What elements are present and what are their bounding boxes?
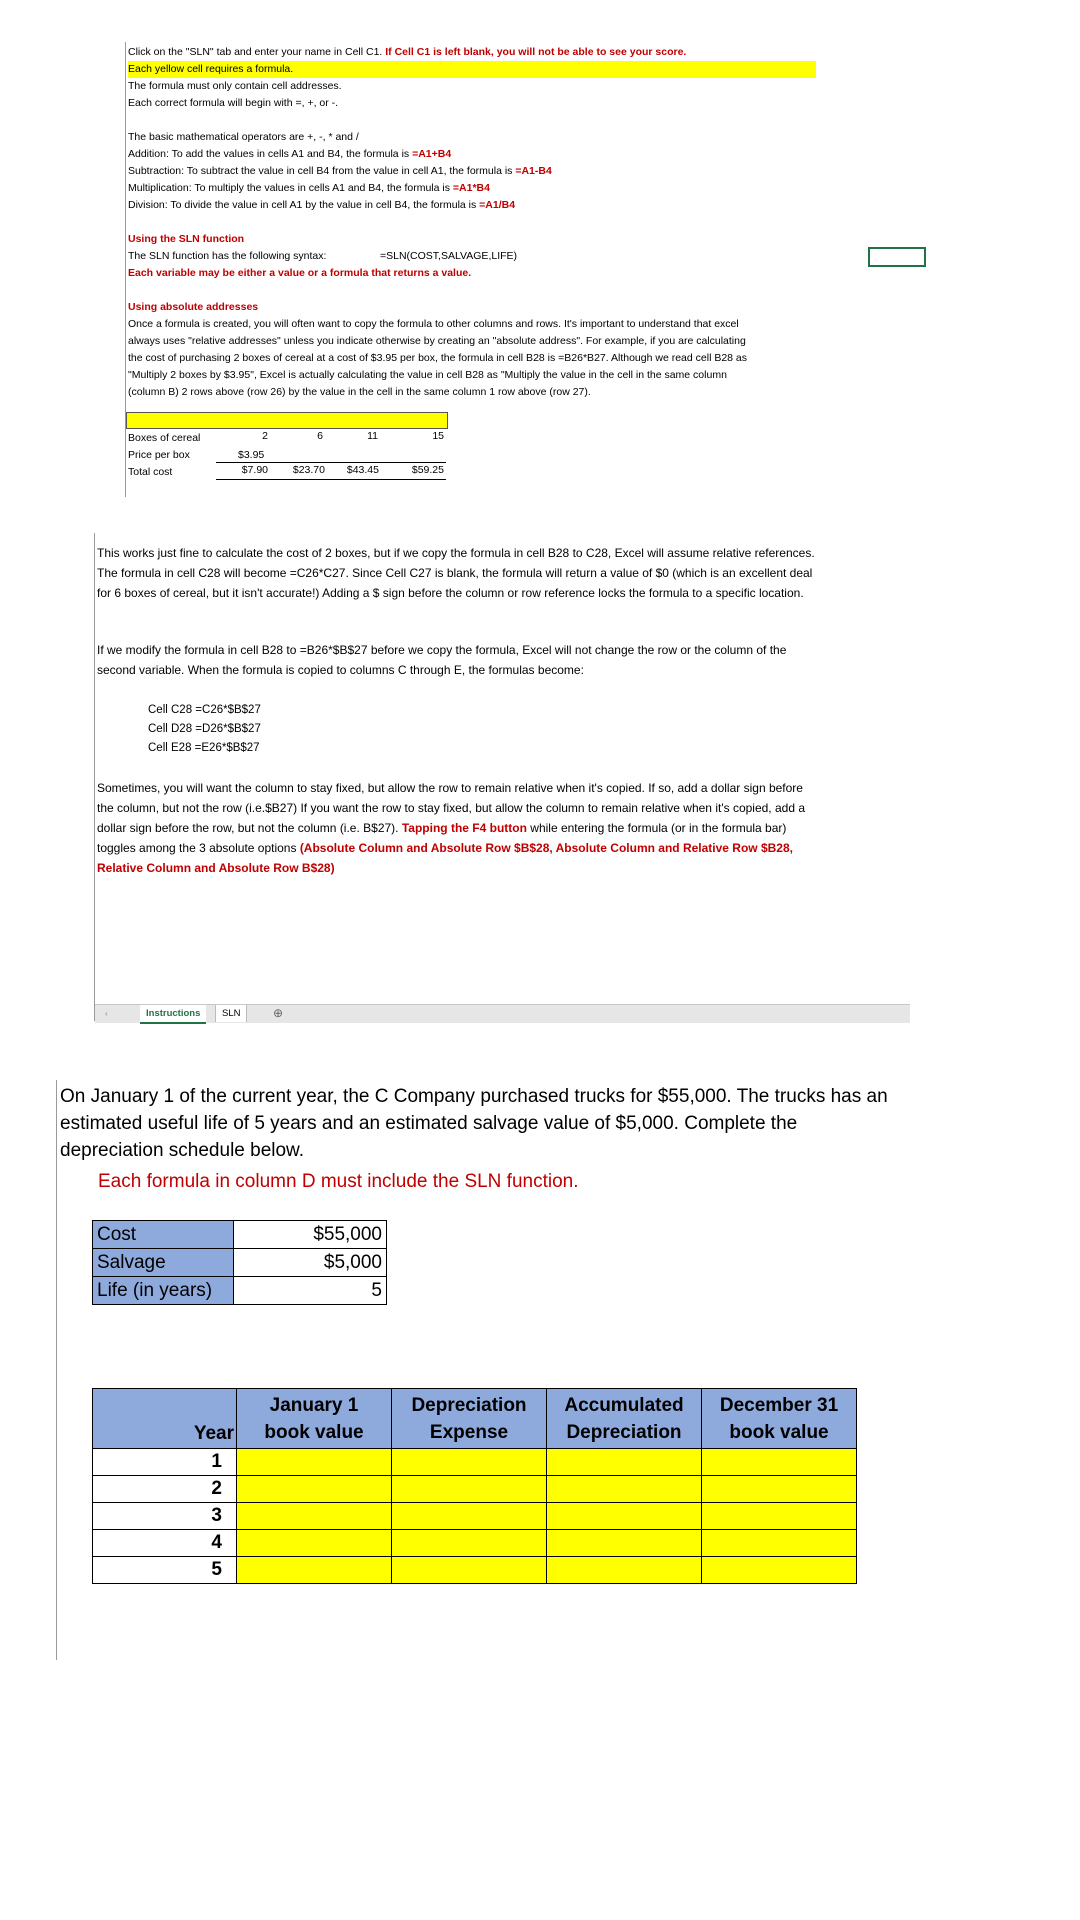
total-bottom-border — [216, 479, 446, 480]
table-row — [93, 1221, 387, 1249]
cereal-label-price: Price per box — [128, 449, 190, 461]
sheet2-left-border — [94, 533, 95, 1021]
header-jan1-book — [237, 1389, 392, 1449]
explain-line: for 6 boxes of cereal, but it isn't accurate!) Adding a $ sign before the column or row reference locks the formula to a specific location. — [97, 586, 804, 600]
explain-line: Relative Column and Absolute Row B$28) — [97, 861, 335, 875]
formula-cell[interactable] — [237, 1530, 392, 1557]
problem-line: estimated useful life of 5 years and an estimated salvage value of $5,000. Complete the — [60, 1113, 798, 1134]
formula-cell[interactable] — [547, 1449, 702, 1476]
multiplication-formula: =A1*B4 — [452, 182, 490, 194]
absolute-line-2: always uses "relative addresses" unless you indicate otherwise by creating an "absolute address". For example, if you are calculating — [128, 335, 746, 347]
boxes-e: 15 — [432, 430, 444, 442]
formula-c28: Cell C28 =C26*$B$27 — [148, 704, 261, 716]
formula-cell[interactable] — [392, 1530, 547, 1557]
formula-cell[interactable] — [547, 1530, 702, 1557]
formula-cell[interactable] — [547, 1476, 702, 1503]
instruction-line-3: The formula must only contain cell addresses. — [128, 80, 342, 92]
problem-left-border — [56, 1080, 57, 1660]
input-value-cost: $55,000 — [234, 1221, 387, 1249]
subtraction-line — [128, 163, 552, 180]
problem-text — [60, 1083, 1070, 1164]
formula-cell[interactable] — [702, 1449, 857, 1476]
explain-line: the column, but not the row (i.e.$B27) If you want the row to stay fixed, but allow the column to remain relative when it's copied, add a — [97, 801, 805, 815]
operators-line: The basic mathematical operators are +, -, * and / — [128, 131, 359, 143]
header-line: Expense — [429, 1421, 509, 1443]
explain-paragraph-1 — [97, 543, 897, 603]
year-cell: 4 — [93, 1530, 237, 1557]
price-b: $3.95 — [238, 449, 265, 461]
table-row — [93, 1503, 857, 1530]
inputs-table — [92, 1220, 387, 1305]
input-value-salvage: $5,000 — [234, 1249, 387, 1277]
cereal-label-boxes: Boxes of cereal — [128, 432, 201, 444]
header-year — [93, 1389, 237, 1449]
year-cell: 5 — [93, 1557, 237, 1584]
formula-cell[interactable] — [392, 1449, 547, 1476]
formula-cell[interactable] — [547, 1503, 702, 1530]
problem-note: Each formula in column D must include the SLN function. — [98, 1171, 579, 1192]
formula-list — [148, 701, 261, 758]
add-sheet-icon[interactable]: ⊕ — [273, 1006, 284, 1020]
formula-e28: Cell E28 =E26*$B$27 — [148, 742, 260, 754]
formula-cell[interactable] — [547, 1557, 702, 1584]
instruction-line-4: Each correct formula will begin with =, +, or -. — [128, 97, 339, 109]
division-formula: =A1/B4 — [479, 199, 516, 211]
year-cell: 2 — [93, 1476, 237, 1503]
formula-cell[interactable] — [392, 1476, 547, 1503]
multiplication-line — [128, 180, 490, 197]
selected-cell[interactable] — [868, 247, 926, 267]
absolute-line-4: "Multiply 2 boxes by $3.95", Excel is actually calculating the value in cell B28 as "Multiply the value in the cell in the same column — [128, 369, 727, 381]
header-row — [93, 1389, 857, 1449]
tab-sln[interactable]: SLN — [215, 1005, 247, 1022]
formula-cell[interactable] — [237, 1503, 392, 1530]
formula-cell[interactable] — [392, 1557, 547, 1584]
division-line — [128, 197, 515, 214]
header-line: January 1 — [269, 1394, 359, 1416]
input-value-life: 5 — [234, 1277, 387, 1305]
formula-cell[interactable] — [702, 1476, 857, 1503]
sln-note: Each variable may be either a value or a formula that returns a value. — [128, 267, 472, 279]
tab-instructions[interactable]: Instructions — [140, 1005, 206, 1024]
explain-paragraph-2 — [97, 640, 897, 680]
explain-line: If we modify the formula in cell B28 to =B26*$B$27 before we copy the formula, Excel will not change the row or the column of the — [97, 643, 787, 657]
header-year-label: Year — [193, 1423, 234, 1444]
header-accum-dep — [547, 1389, 702, 1449]
formula-cell[interactable] — [702, 1503, 857, 1530]
formula-d28: Cell D28 =D26*$B$27 — [148, 723, 261, 735]
addition-text: Addition: To add the values in cells A1 and B4, the formula is — [128, 148, 413, 160]
boxes-d: 11 — [367, 430, 378, 442]
explain-text: while entering the formula (or in the formula bar) — [526, 821, 787, 835]
explain-text: toggles among the 3 absolute options — [97, 841, 300, 855]
input-label-salvage: Salvage — [93, 1249, 234, 1277]
sln-syntax-label: The SLN function has the following syntax: — [128, 250, 327, 262]
division-text: Division: To divide the value in cell A1 by the value in cell B4, the formula is — [128, 199, 480, 211]
warning-text: If Cell C1 is left blank, you will not be able to see your score. — [385, 46, 687, 58]
header-dep-expense — [392, 1389, 547, 1449]
problem-line: depreciation schedule below. — [60, 1140, 305, 1161]
subtraction-text: Subtraction: To subtract the value in cell B4 from the value in cell A1, the formula is — [128, 165, 516, 177]
formula-cell[interactable] — [237, 1476, 392, 1503]
yellow-cell-row — [126, 412, 448, 429]
input-label-cost: Cost — [93, 1221, 234, 1249]
year-cell: 3 — [93, 1503, 237, 1530]
header-line: December 31 — [719, 1394, 839, 1416]
absolute-heading: Using absolute addresses — [128, 301, 259, 313]
header-line: book value — [264, 1421, 364, 1443]
absolute-options: (Absolute Column and Absolute Row $B$28, Absolute Column and Relative Row $B28, — [299, 841, 793, 855]
formula-cell[interactable] — [392, 1503, 547, 1530]
year-cell: 1 — [93, 1449, 237, 1476]
explain-line: This works just fine to calculate the cost of 2 boxes, but if we copy the formula in cell B28 to C28, Excel will assume relative references. — [97, 546, 815, 560]
table-row — [93, 1530, 857, 1557]
problem-line: On January 1 of the current year, the C Company purchased trucks for $55,000. The trucks has an — [60, 1086, 888, 1107]
explain-line — [97, 818, 907, 838]
formula-cell[interactable] — [237, 1449, 392, 1476]
cereal-label-total: Total cost — [128, 466, 173, 478]
table-row — [93, 1557, 857, 1584]
total-b: $7.90 — [241, 464, 268, 476]
total-e: $59.25 — [411, 464, 444, 476]
input-label-life: Life (in years) — [93, 1277, 234, 1305]
instruction-line-1 — [128, 44, 686, 61]
explain-line — [97, 838, 907, 858]
absolute-line-1: Once a formula is created, you will often want to copy the formula to other columns and rows. It's important to understand that excel — [128, 318, 739, 330]
tab-scroll-left-icon[interactable]: ‹ — [105, 1009, 108, 1018]
sln-syntax: =SLN(COST,SALVAGE,LIFE) — [380, 250, 518, 262]
formula-cell[interactable] — [237, 1557, 392, 1584]
explain-paragraph-3 — [97, 778, 907, 878]
instruction-text: Click on the "SLN" tab and enter your name in Cell C1. — [128, 46, 383, 58]
table-row — [93, 1277, 387, 1305]
sln-heading: Using the SLN function — [128, 233, 245, 245]
total-c: $23.70 — [292, 464, 325, 476]
header-line: Depreciation — [411, 1394, 527, 1416]
boxes-b: 2 — [262, 430, 268, 442]
formula-cell[interactable] — [702, 1557, 857, 1584]
explain-line: Sometimes, you will want the column to stay fixed, but allow the row to remain relative when it's copied. If so, add a dollar sign before — [97, 781, 803, 795]
multiplication-text: Multiplication: To multiply the values in cells A1 and B4, the formula is — [128, 182, 453, 194]
explain-line: The formula in cell C28 will become =C26*C27. Since Cell C27 is blank, the formula will return a value of $0 (which is an excellent deal — [97, 566, 813, 580]
addition-formula: =A1+B4 — [412, 148, 452, 160]
depreciation-schedule — [92, 1388, 857, 1584]
formula-cell[interactable] — [702, 1530, 857, 1557]
header-dec31-book — [702, 1389, 857, 1449]
f4-highlight: Tapping the F4 button — [401, 821, 527, 835]
absolute-line-5: (column B) 2 rows above (row 26) by the value in the cell in the same column 1 row above (row 27). — [128, 386, 591, 398]
table-row — [93, 1449, 857, 1476]
explain-text: dollar sign before the row, but not the column (i.e. B$27). — [97, 821, 402, 835]
table-row — [93, 1476, 857, 1503]
total-d: $43.45 — [346, 464, 379, 476]
absolute-line-3: the cost of purchasing 2 boxes of cereal at a cost of $3.95 per box, the formula in cell B28 is =B26*B27. Although we read cell B28 as — [128, 352, 748, 364]
boxes-c: 6 — [317, 430, 323, 442]
total-top-border — [216, 462, 446, 463]
header-line: book value — [729, 1421, 829, 1443]
yellow-instruction: Each yellow cell requires a formula. — [128, 61, 816, 78]
addition-line — [128, 146, 451, 163]
explain-line: second variable. When the formula is copied to columns C through E, the formulas become: — [97, 663, 584, 677]
sheet-tab-bar — [95, 1004, 910, 1023]
subtraction-formula: =A1-B4 — [515, 165, 552, 177]
table-row — [93, 1249, 387, 1277]
header-line: Depreciation — [566, 1421, 682, 1443]
header-line: Accumulated — [564, 1394, 684, 1416]
